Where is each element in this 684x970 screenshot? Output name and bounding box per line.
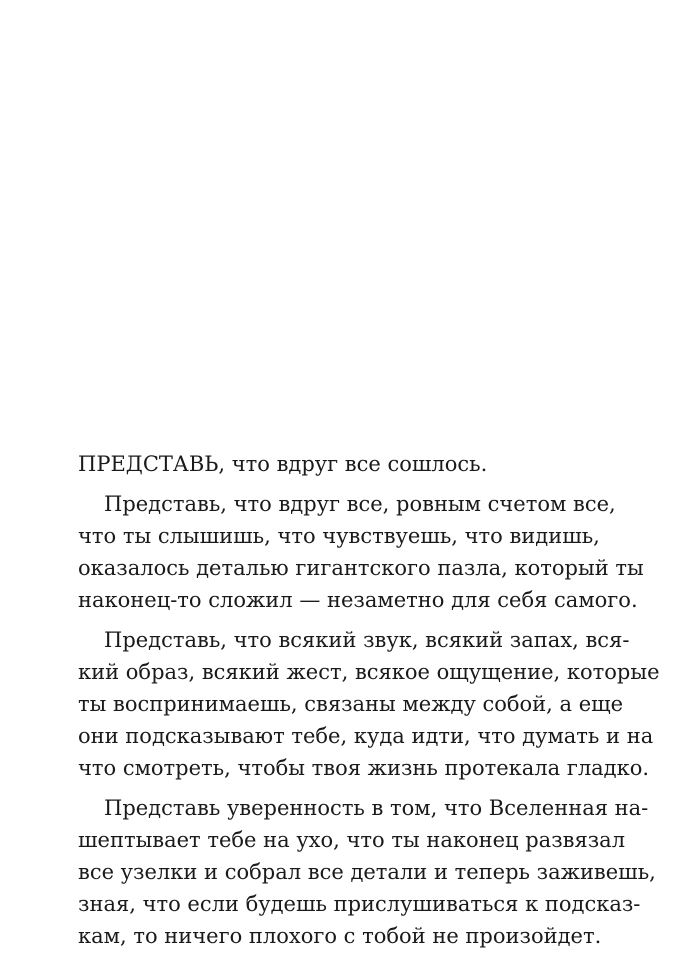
text-line: Представь уверенность в том, что Вселенная на- [104, 796, 649, 820]
text-line: наконец-то сложил — незаметно для себя самого. [78, 588, 638, 612]
text-line: кий образ, всякий жест, всякое ощущение, которые [78, 660, 660, 684]
text-line: все узелки и собрал все детали и теперь заживешь, [78, 860, 656, 884]
text-line: Представь, что всякий звук, всякий запах, вся- [104, 628, 630, 652]
paragraph-1 [78, 448, 598, 480]
paragraph-4 [78, 792, 656, 952]
text-line: они подсказывают тебе, куда идти, что думать и на [78, 724, 654, 748]
body-text [78, 448, 660, 952]
text-line: Представь, что вдруг все, ровным счетом все, [104, 492, 616, 516]
text-line: что ты слышишь, что чувствуешь, что видишь, [78, 524, 600, 548]
text-line: оказалось деталью гигантского пазла, который ты [78, 556, 644, 580]
text-line: зная, что если будешь прислушиваться к подсказ- [78, 892, 641, 916]
text-line: шептывает тебе на ухо, что ты наконец развязал [78, 828, 626, 852]
paragraph-2 [78, 488, 644, 616]
text-line: ты воспринимаешь, связаны между собой, а еще [78, 692, 624, 716]
text-line: что смотреть, чтобы твоя жизнь протекала гладко. [78, 756, 650, 780]
text-line: кам, то ничего плохого с тобой не произойдет. [78, 924, 602, 948]
text-line: ПРЕДСТАВЬ, что вдруг все сошлось. [78, 452, 488, 476]
paragraph-3 [78, 624, 660, 784]
